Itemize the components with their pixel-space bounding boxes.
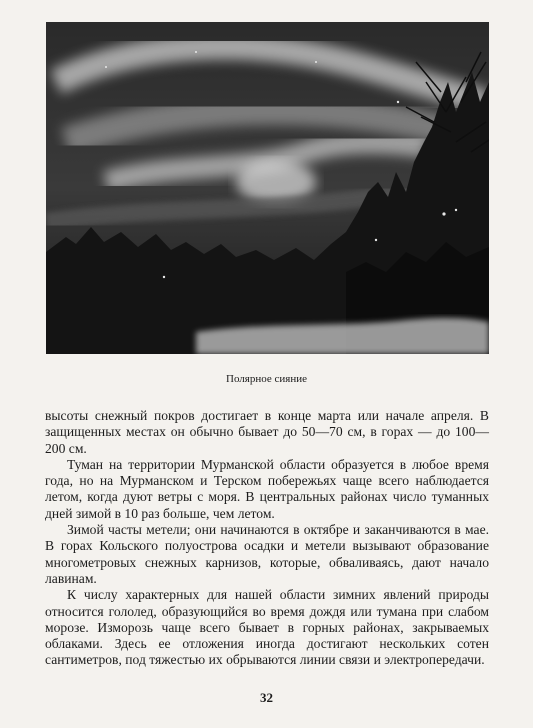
paragraph: К числу характерных для нашей области зимних явлений природы относится гололед, образующийся во время дождя или тумана при слабом морозе. Изморозь чаще всего бывает в горных районах, закрываемых облаками. Здесь ее отложения иногда достигают нескольких сотен сантиметров, под тяжестью их обрываются линии связи и электропередачи. xyxy=(45,587,489,668)
page-number: 32 xyxy=(260,690,273,705)
body-text xyxy=(45,408,489,669)
paragraph: высоты снежный покров достигает в конце марта или начале апреля. В защищенных местах он обычно бывает до 50—70 см, в горах — до 100—200 см. xyxy=(45,408,489,456)
figure-caption: Полярное сияние xyxy=(226,373,307,385)
aurora-illustration xyxy=(46,22,489,354)
paragraph: Зимой часты метели; они начинаются в октябре и заканчиваются в мае. В горах Кольского полуострова осадки и метели вызывают образование многометровых снежных карнизов, которые, обваливаясь, дают начало лавинам. xyxy=(45,522,489,586)
paragraph: Туман на территории Мурманской области образуется в любое время года, но на Мурманском и Терском побережьях чаще всего наблюдается летом, когда дуют ветры с моря. В центральных районах число туманных дней зимой в 10 раз больше, чем летом. xyxy=(45,456,489,521)
aurora-photo xyxy=(46,22,489,354)
